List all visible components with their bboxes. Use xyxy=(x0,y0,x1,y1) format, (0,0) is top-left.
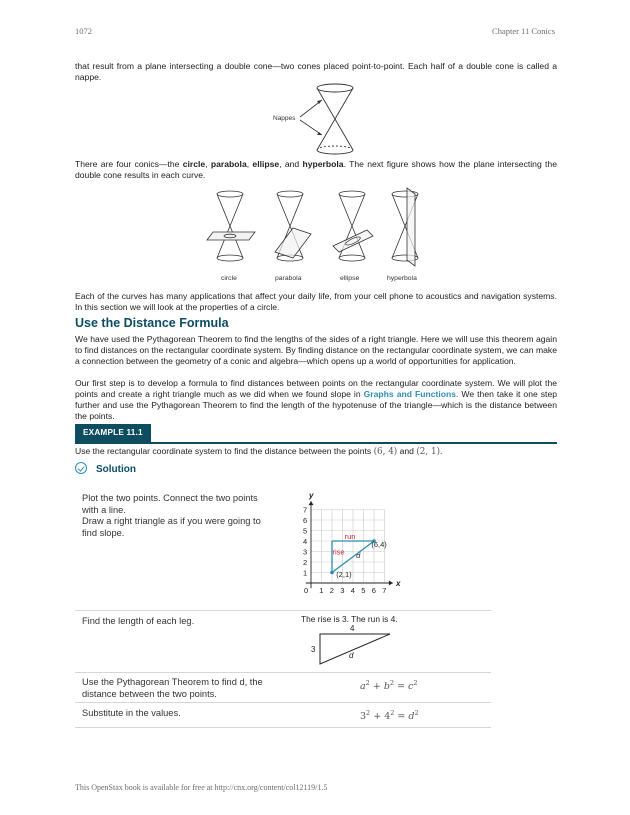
label-ellipse: ellipse xyxy=(340,275,360,282)
first-step-paragraph: Our first step is to develop a formula to find distances between points on the rectangular coordinate system. We will plot the points and create a right triangle much as we did when we found slope in Graphs and Functions. We then take it one step further and use the Pythagorean Theorem to find the length of the hypotenuse of the triangle—which is the distance between the points. xyxy=(75,378,558,421)
ellipse-cone xyxy=(333,191,373,261)
hyperbola-cone xyxy=(392,188,418,266)
y-axis-label: y xyxy=(309,490,314,500)
section-heading: Use the Distance Formula xyxy=(75,316,229,330)
origin-label: 0 xyxy=(304,586,309,595)
leg-caption: The rise is 3. The run is 4. xyxy=(301,614,398,624)
coordinate-graph xyxy=(295,488,401,600)
four-conics-figure xyxy=(205,188,430,284)
step-divider xyxy=(75,672,491,673)
y-tick-label: 7 xyxy=(303,505,308,515)
double-cone-figure xyxy=(265,80,375,158)
x-tick-label: 7 xyxy=(382,586,387,595)
x-tick-label: 6 xyxy=(371,586,376,595)
leg-triangle-figure xyxy=(308,624,398,668)
applications-paragraph: Each of the curves has many applications that affect your daily life, from your cell phone to acoustics and navigation systems. In this section we will look at the properties of a circle. xyxy=(75,291,557,312)
x-tick-label: 1 xyxy=(319,586,324,595)
x-tick-label: 5 xyxy=(361,586,366,595)
term-parabola: parabola xyxy=(210,159,247,169)
step3-text: Use the Pythagorean Theorem to find d, the distance between the two points. xyxy=(82,677,263,699)
y-tick-label: 1 xyxy=(303,568,308,578)
step-divider xyxy=(75,610,491,611)
leg-top-label: 4 xyxy=(350,624,355,633)
solution-heading: Solution xyxy=(75,462,136,475)
x-axis-arrow xyxy=(389,581,393,586)
run-label: run xyxy=(344,531,356,541)
step-divider xyxy=(75,727,491,728)
page-number: 1072 xyxy=(75,26,92,36)
intro-paragraph: that result from a plane intersecting a double cone—two cones placed point-to-point. Each half of a double cone is called a nappe. xyxy=(75,61,557,82)
x-axis-label: x xyxy=(396,579,401,588)
example-rule xyxy=(75,442,557,444)
x-tick-label: 2 xyxy=(329,586,334,595)
substitution-equation: $3^2 + 4^2 = d^2$ xyxy=(360,709,419,723)
term-hyperbola: hyperbola xyxy=(302,159,344,169)
term-circle: circle xyxy=(182,159,206,169)
term-ellipse: ellipse xyxy=(252,159,280,169)
step4-text: Substitute in the values. xyxy=(82,708,181,718)
y-axis-arrow xyxy=(309,501,314,505)
label-parabola: parabola xyxy=(275,275,302,282)
x-tick-label: 4 xyxy=(350,586,355,595)
label-hyperbola: hyperbola xyxy=(387,275,417,282)
nappes-label: Nappes xyxy=(273,115,296,122)
leg-hyp-label: d xyxy=(349,651,354,660)
graph-marks xyxy=(330,532,387,579)
step-divider xyxy=(75,702,491,703)
y-tick-label: 6 xyxy=(303,515,308,525)
point-a-label: (2,1) xyxy=(336,570,352,580)
pythagorean-equation: $a^2 + b^2 = c^2$ xyxy=(360,679,418,693)
example-problem: Use the rectangular coordinate system to find the distance between the points (6, 4) and (2, 1). xyxy=(75,446,443,457)
y-tick-label: 2 xyxy=(303,557,308,567)
rise-label: rise xyxy=(332,547,345,557)
y-tick-label: 3 xyxy=(303,547,308,557)
example-header xyxy=(75,424,557,444)
parabola-cone xyxy=(275,191,311,261)
example-label: EXAMPLE 11.1 xyxy=(75,424,151,442)
four-conics-paragraph: There are four conics—the circle, parabola, ellipse, and hyperbola. The next figure shows how the plane intersecting the double cone results in each curve. xyxy=(75,159,557,180)
label-circle: circle xyxy=(221,275,237,282)
y-tick-label: 4 xyxy=(303,536,308,546)
point-a xyxy=(330,571,334,575)
check-circle-icon xyxy=(75,462,87,474)
leg-left-label: 3 xyxy=(311,645,316,654)
y-tick-label: 5 xyxy=(303,526,308,536)
footer-text: This OpenStax book is available for free at http://cnx.org/content/col12119/1.5 xyxy=(75,783,328,792)
distance-label: d xyxy=(356,550,361,560)
circle-cone xyxy=(207,191,255,261)
step1-text: Plot the two points. Connect the two points with a line. Draw a right triangle as if you were going to find slope. xyxy=(82,493,261,538)
step2-text: Find the length of each leg. xyxy=(82,616,195,626)
x-tick-label: 3 xyxy=(340,586,345,595)
distance-intro-paragraph: We have used the Pythagorean Theorem to find the lengths of the sides of a right triangle. Here we will use this theorem again to find distances on the rectangular coordinate system. By finding distance on the rectangular coordinate system, we can make a connection between the geometry of a conic and algebra—which opens up a world of opportunities for application. xyxy=(75,334,557,366)
point-b-label: (6,4) xyxy=(371,539,387,549)
chapter-title: Chapter 11 Conics xyxy=(492,26,555,36)
graphs-functions-link[interactable]: Graphs and Functions xyxy=(363,389,457,399)
